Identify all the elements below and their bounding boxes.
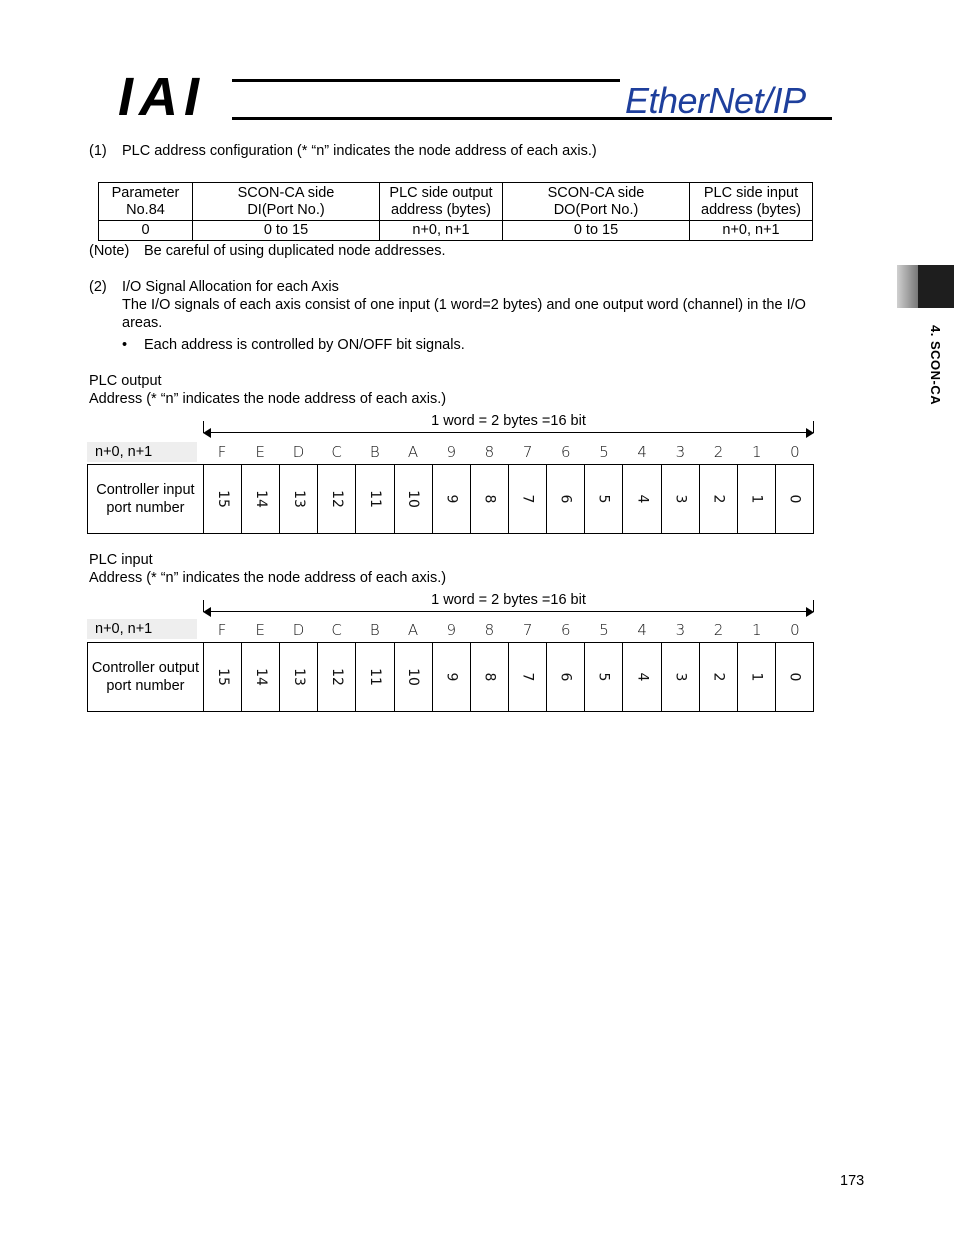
- port-number: 8: [481, 494, 498, 504]
- port-cell: [395, 643, 433, 711]
- port-cell: [471, 643, 509, 711]
- note-text: Be careful of using duplicated node addresses.: [144, 243, 446, 259]
- port-cell: [509, 643, 547, 711]
- hex-bit-label: B: [369, 621, 380, 639]
- port-cell: [623, 465, 661, 533]
- port-cell: [204, 643, 242, 711]
- port-cell: [547, 465, 585, 533]
- port-number: 10: [405, 490, 422, 508]
- section1-title: PLC address configuration (* “n” indicates the node address of each axis.): [122, 143, 597, 159]
- port-number: 1: [748, 494, 765, 504]
- hex-bit-label: 8: [484, 621, 495, 639]
- port-row-label: Controller output port number: [88, 643, 204, 711]
- hex-bit-label: 6: [561, 621, 571, 639]
- param-table-header: SCON-CA side DI(Port No.): [193, 183, 380, 221]
- chapter-tab: [918, 265, 954, 308]
- port-cell: [700, 643, 738, 711]
- hex-bit-label: E: [255, 621, 266, 639]
- param-table-cell: 0: [99, 221, 193, 241]
- port-number: 13: [290, 490, 307, 508]
- hex-bit-label: 2: [713, 621, 724, 639]
- port-row: [87, 642, 814, 712]
- hex-bit-label: 9: [446, 443, 456, 461]
- hex-bit-label: 4: [637, 443, 647, 461]
- port-number: 14: [252, 490, 269, 508]
- port-cell: [280, 643, 318, 711]
- hex-bit-label: 0: [790, 443, 800, 461]
- section2-number: (2): [89, 279, 107, 295]
- chapter-tab-shade: [897, 265, 918, 308]
- param-table-header: Parameter No.84: [99, 183, 193, 221]
- hex-bit-label: B: [369, 443, 380, 461]
- port-number: 10: [405, 668, 422, 686]
- address-label: n+0, n+1: [87, 619, 197, 639]
- word-size-label: 1 word = 2 bytes =16 bit: [431, 592, 586, 608]
- port-number: 15: [214, 668, 231, 686]
- hex-bit-label: C: [331, 621, 342, 639]
- port-cell: [585, 465, 623, 533]
- port-cell: [318, 465, 356, 533]
- port-number: 8: [481, 672, 498, 682]
- hex-bit-label: E: [255, 443, 266, 461]
- port-number: 15: [214, 490, 231, 508]
- hex-bit-label: 7: [522, 443, 533, 461]
- port-cell: [509, 465, 547, 533]
- hex-bit-label: F: [217, 443, 227, 461]
- page-number: 173: [840, 1173, 865, 1189]
- hex-bit-label: 1: [751, 443, 762, 461]
- word-span-arrow: [203, 606, 814, 618]
- port-cell: [738, 643, 776, 711]
- section2-bullet: Each address is controlled by ON/OFF bit signals.: [144, 337, 465, 353]
- port-number: 5: [595, 494, 612, 504]
- port-number: 2: [710, 494, 727, 504]
- port-number: 3: [672, 672, 689, 682]
- param-table-cell: n+0, n+1: [380, 221, 503, 241]
- header-rule-top: [232, 79, 620, 82]
- port-number: 11: [366, 490, 383, 508]
- hex-bit-label: D: [292, 443, 305, 461]
- port-number: 9: [443, 494, 460, 504]
- port-cell: [471, 465, 509, 533]
- hex-bit-label: 3: [675, 621, 686, 639]
- port-number: 11: [366, 668, 383, 686]
- port-cell: [280, 465, 318, 533]
- port-cell: [242, 465, 280, 533]
- port-cell: [433, 643, 471, 711]
- chapter-label: 4. SCON-CA: [928, 325, 943, 406]
- hex-bit-label: 4: [637, 621, 647, 639]
- port-cell: [242, 643, 280, 711]
- bullet-icon: •: [122, 337, 128, 353]
- hex-bit-label: 7: [522, 621, 533, 639]
- param-table-cell: 0 to 15: [193, 221, 380, 241]
- hex-bit-row: [203, 442, 814, 462]
- hex-bit-label: 5: [599, 621, 609, 639]
- port-number: 6: [557, 672, 574, 682]
- port-cell: [700, 465, 738, 533]
- plc-input-bit-diagram: [87, 591, 814, 715]
- port-number: 14: [252, 668, 269, 686]
- port-row: [87, 464, 814, 534]
- plc-output-address: Address (* “n” indicates the node address of each axis.): [89, 391, 447, 407]
- port-cell: [585, 643, 623, 711]
- port-cell: [204, 465, 242, 533]
- param-table-cell: 0 to 15: [503, 221, 690, 241]
- port-number: 3: [672, 494, 689, 504]
- plc-output-bit-diagram: [87, 412, 814, 536]
- table-row: [99, 221, 813, 241]
- port-number: 1: [748, 672, 765, 682]
- port-number: 6: [557, 494, 574, 504]
- param-table-cell: n+0, n+1: [690, 221, 813, 241]
- port-cell: [356, 643, 394, 711]
- port-number: 5: [595, 672, 612, 682]
- port-number: 13: [290, 668, 307, 686]
- port-number: 0: [786, 494, 803, 504]
- port-cell: [776, 643, 814, 711]
- hex-bit-label: 5: [599, 443, 609, 461]
- port-number: 12: [328, 668, 345, 686]
- hex-bit-label: 9: [446, 621, 456, 639]
- port-number: 9: [443, 672, 460, 682]
- port-cell: [776, 465, 814, 533]
- param-table-header: PLC side output address (bytes): [380, 183, 503, 221]
- address-label: n+0, n+1: [87, 442, 197, 462]
- iai-logo: IAI: [118, 67, 206, 127]
- note-label: (Note): [89, 243, 130, 259]
- port-cell: [395, 465, 433, 533]
- hex-bit-label: A: [407, 621, 419, 639]
- plc-input-title: PLC input: [89, 552, 153, 568]
- port-number: 7: [519, 672, 536, 682]
- port-cell: [662, 643, 700, 711]
- port-cell: [433, 465, 471, 533]
- word-size-label: 1 word = 2 bytes =16 bit: [431, 413, 586, 429]
- hex-bit-label: 8: [484, 443, 495, 461]
- hex-bit-label: A: [407, 443, 419, 461]
- hex-bit-label: D: [292, 621, 305, 639]
- param-table: [98, 182, 813, 241]
- port-cell: [623, 643, 661, 711]
- word-span-arrow: [203, 427, 814, 439]
- port-number: 4: [633, 672, 650, 682]
- hex-bit-label: F: [217, 621, 227, 639]
- hex-bit-label: 3: [675, 443, 686, 461]
- plc-output-title: PLC output: [89, 373, 162, 389]
- port-number: 2: [710, 672, 727, 682]
- port-number: 0: [786, 672, 803, 682]
- section2-body-line2: areas.: [122, 315, 163, 331]
- hex-bit-row: [203, 620, 814, 640]
- hex-bit-label: 6: [561, 443, 571, 461]
- hex-bit-label: 2: [713, 443, 724, 461]
- port-cell: [662, 465, 700, 533]
- section2-title: I/O Signal Allocation for each Axis: [122, 279, 339, 295]
- hex-bit-label: C: [331, 443, 342, 461]
- section2-body-line1: The I/O signals of each axis consist of one input (1 word=2 bytes) and one output word (channel) in the I/O: [122, 297, 806, 313]
- port-cell: [547, 643, 585, 711]
- param-table-header: PLC side input address (bytes): [690, 183, 813, 221]
- hex-bit-label: 0: [790, 621, 800, 639]
- param-table-header: SCON-CA side DO(Port No.): [503, 183, 690, 221]
- ethernet-ip-logo: EtherNet/IP: [625, 80, 806, 121]
- port-cell: [356, 465, 394, 533]
- port-row-label: Controller input port number: [88, 465, 204, 533]
- port-cell: [738, 465, 776, 533]
- port-cell: [318, 643, 356, 711]
- port-number: 7: [519, 494, 536, 504]
- section1-number: (1): [89, 143, 107, 159]
- hex-bit-label: 1: [751, 621, 762, 639]
- plc-input-address: Address (* “n” indicates the node address of each axis.): [89, 570, 447, 586]
- port-number: 12: [328, 490, 345, 508]
- port-number: 4: [633, 494, 650, 504]
